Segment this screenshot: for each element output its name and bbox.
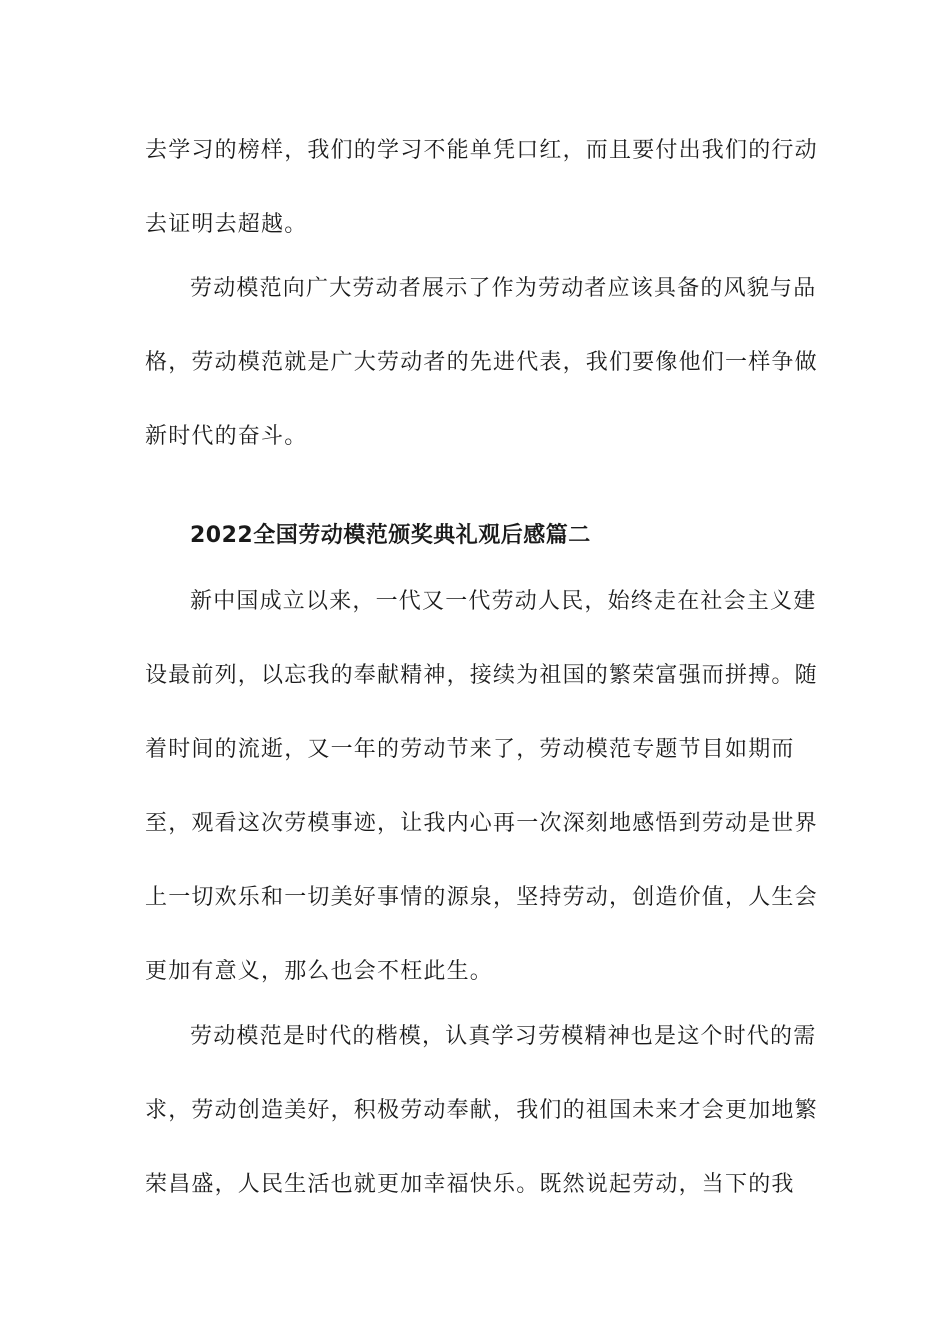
paragraph-3-line-1: 新中国成立以来，一代又一代劳动人民，始终走在社会主义建 — [190, 589, 817, 614]
paragraph-4-line-2: 求，劳动创造美好，积极劳动奉献，我们的祖国未来才会更加地繁 — [145, 1098, 818, 1123]
paragraph-2-line-2: 格，劳动模范就是广大劳动者的先进代表，我们要像他们一样争做 — [145, 350, 818, 375]
paragraph-2-line-1: 劳动模范向广大劳动者展示了作为劳动者应该具备的风貌与品 — [190, 276, 817, 301]
paragraph-1-line-1: 去学习的榜样，我们的学习不能单凭口红，而且要付出我们的行动 — [145, 138, 818, 163]
paragraph-4-line-3: 荣昌盛，人民生活也就更加幸福快乐。既然说起劳动，当下的我 — [145, 1172, 795, 1197]
paragraph-4-line-1: 劳动模范是时代的楷模，认真学习劳模精神也是这个时代的需 — [190, 1024, 817, 1049]
paragraph-3-line-6: 更加有意义，那么也会不枉此生。 — [145, 959, 494, 984]
paragraph-3-line-4: 至，观看这次劳模事迹，让我内心再一次深刻地感悟到劳动是世界 — [145, 811, 818, 836]
paragraph-3-line-3: 着时间的流逝，又一年的劳动节来了，劳动模范专题节目如期而 — [145, 737, 795, 762]
paragraph-1-line-2: 去证明去超越。 — [145, 212, 308, 237]
paragraph-2-line-3: 新时代的奋斗。 — [145, 424, 308, 449]
section-heading: 2022全国劳动模范颁奖典礼观后感篇二 — [190, 523, 591, 548]
paragraph-3-line-5: 上一切欢乐和一切美好事情的源泉，坚持劳动，创造价值，人生会 — [145, 885, 818, 910]
paragraph-3-line-2: 设最前列，以忘我的奉献精神，接续为祖国的繁荣富强而拼搏。随 — [145, 663, 818, 688]
